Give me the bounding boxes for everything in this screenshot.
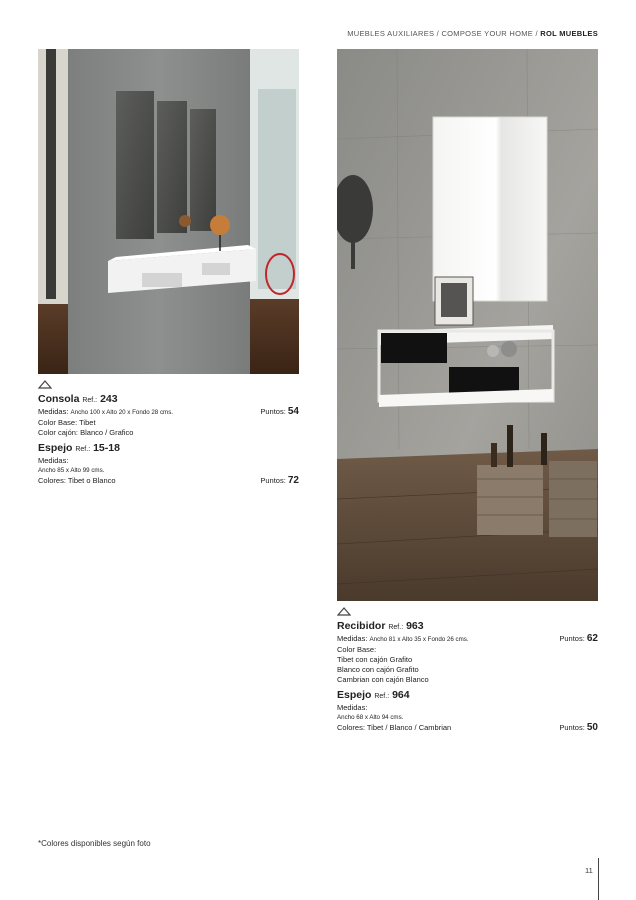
- consola-info: [38, 393, 299, 486]
- espejo-right-colores-row: Colores: Tibet / Blanco / Cambrian Puntos: 50: [337, 722, 598, 733]
- page-divider: [598, 858, 599, 900]
- consola-puntos: Puntos: 54: [260, 406, 299, 417]
- recibidor-option-3: Cambrian con cajón Blanco: [337, 675, 429, 684]
- espejo-right-title: Espejo Ref.: 964: [337, 689, 410, 701]
- espejo-left-colores-row: Colores: Tibet o Blanco Puntos: 72: [38, 475, 299, 486]
- consola-title: Consola Ref.: 243: [38, 393, 118, 405]
- recibidor-option-2: Blanco con cajón Grafito: [337, 665, 419, 674]
- espejo-left-title: Espejo Ref.: 15-18: [38, 442, 120, 454]
- consola-photo: [38, 49, 299, 374]
- espejo-left-puntos: Puntos: 72: [260, 475, 299, 486]
- espejo-right-puntos: Puntos: 50: [559, 722, 598, 733]
- recibidor-info: [337, 620, 598, 733]
- recibidor-photo: [337, 49, 598, 601]
- recibidor-puntos: Puntos: 62: [559, 633, 598, 644]
- espejo-right-medidas: Ancho 68 x Alto 94 cms.: [337, 714, 404, 721]
- recibidor-title: Recibidor Ref.: 963: [337, 620, 424, 632]
- consola-color-cajon: Color cajón: Blanco / Grafico: [38, 428, 134, 437]
- recibidor-option-1: Tibet con cajón Grafito: [337, 655, 413, 664]
- page-number: 11: [585, 866, 593, 875]
- page-header: [347, 29, 598, 38]
- breadcrumb: MUEBLES AUXILIARES / COMPOSE YOUR HOME /: [347, 29, 538, 38]
- consola-color-base: Color Base: Tibet: [38, 418, 96, 427]
- triangle-marker-icon: [38, 380, 52, 389]
- espejo-left-medidas: Ancho 85 x Alto 99 cms.: [38, 467, 105, 474]
- footnote: *Colores disponibles según foto: [38, 839, 151, 848]
- triangle-marker-icon: [337, 607, 351, 616]
- brand-name: ROL MUEBLES: [540, 29, 598, 38]
- espejo-left-medidas-label: Medidas:: [38, 456, 69, 465]
- consola-medidas: Medidas: Ancho 100 x Alto 20 x Fondo 28 cms. Puntos: 54: [38, 406, 299, 417]
- espejo-right-medidas-label: Medidas:: [337, 703, 368, 712]
- recibidor-medidas: Medidas: Ancho 81 x Alto 35 x Fondo 26 cms. Puntos: 62: [337, 633, 598, 644]
- recibidor-color-base: Color Base:: [337, 645, 377, 654]
